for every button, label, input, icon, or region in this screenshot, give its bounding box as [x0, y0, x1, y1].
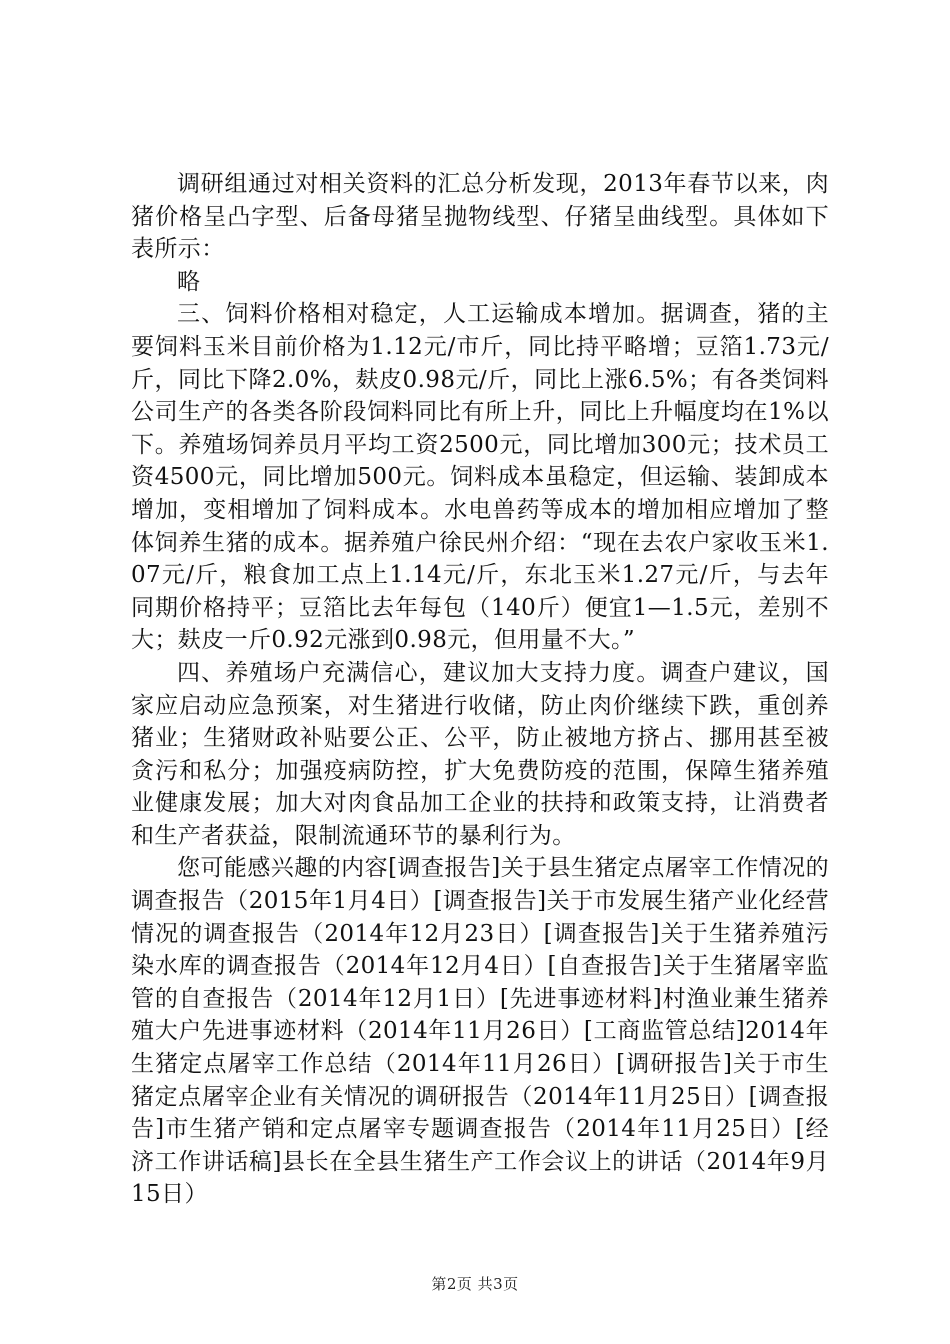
paragraph-price-trends: 调研组通过对相关资料的汇总分析发现，2013年春节以来，肉猪价格呈凸字型、后备母猪呈抛物线型、仔猪呈曲线型。具体如下表所示： [131, 171, 829, 263]
page-number-footer: 第2页 共3页 [431, 1275, 519, 1293]
paragraph-feed-costs: 三、饲料价格相对稳定，人工运输成本增加。据调查，猪的主要饲料玉米目前价格为1.12元/市斤，同比持平略增；豆箔1.73元/斤，同比下降2.0%，麸皮0.98元/斤，同比上涨6.5%；有各类饲料公司生产的各类各阶段饲料同比有所上升，同比上升幅度均在1%以下。养殖场饲养员月平均工资2500元，同比增加300元；技术员工资4500元，同比增加500元。饲料成本虽稳定，但运输、装卸成本增加，变相增加了饲料成本。水电兽药等成本的增加相应增加了整体饲养生猪的成本。据养殖户徐民州介绍：“现在去农户家收玉米1.07元/斤，粮食加工点上1.14元/斤，东北玉米1.27元/斤，与去年同期价格持平；豆箔比去年每包（140斤）便宜1—1.5元，差别不大；麸皮一斤0.92元涨到0.98元，但用量不大。” [131, 301, 829, 654]
paragraph-related-content: 您可能感兴趣的内容[调查报告]关于县生猪定点屠宰工作情况的调查报告（2015年1月4日）[调查报告]关于市发展生猪产业化经营情况的调查报告（2014年12月23日）[调查报告]关于生猪养殖污染水库的调查报告（2014年12月4日）[自查报告]关于生猪屠宰监管的自查报告（2014年12月1日）[先进事迹材料]村渔业兼生猪养殖大户先进事迹材料（2014年11月26日）[工商监管总结]2014年生猪定点屠宰工作总结（2014年11月26日）[调研报告]关于市生猪定点屠宰企业有关情况的调研报告（2014年11月25日）[调查报告]市生猪产销和定点屠宰专题调查报告（2014年11月25日）[经济工作讲话稿]县长在全县生猪生产工作会议上的讲话（2014年9月15日） [131, 855, 829, 1208]
paragraph-omitted-table: 略 [177, 268, 201, 295]
paragraph-suggestions: 四、养殖场户充满信心，建议加大支持力度。调查户建议，国家应启动应急预案，对生猪进行收储，防止肉价继续下跌，重创养猪业；生猪财政补贴要公正、公平，防止被地方挤占、挪用甚至被贪污和私分；加强疫病防控，扩大免费防疫的范围，保障生猪养殖业健康发展；加大对肉食品加工企业的扶持和政策支持，让消费者和生产者获益，限制流通环节的暴利行为。 [131, 659, 829, 849]
document-body [131, 168, 829, 1211]
